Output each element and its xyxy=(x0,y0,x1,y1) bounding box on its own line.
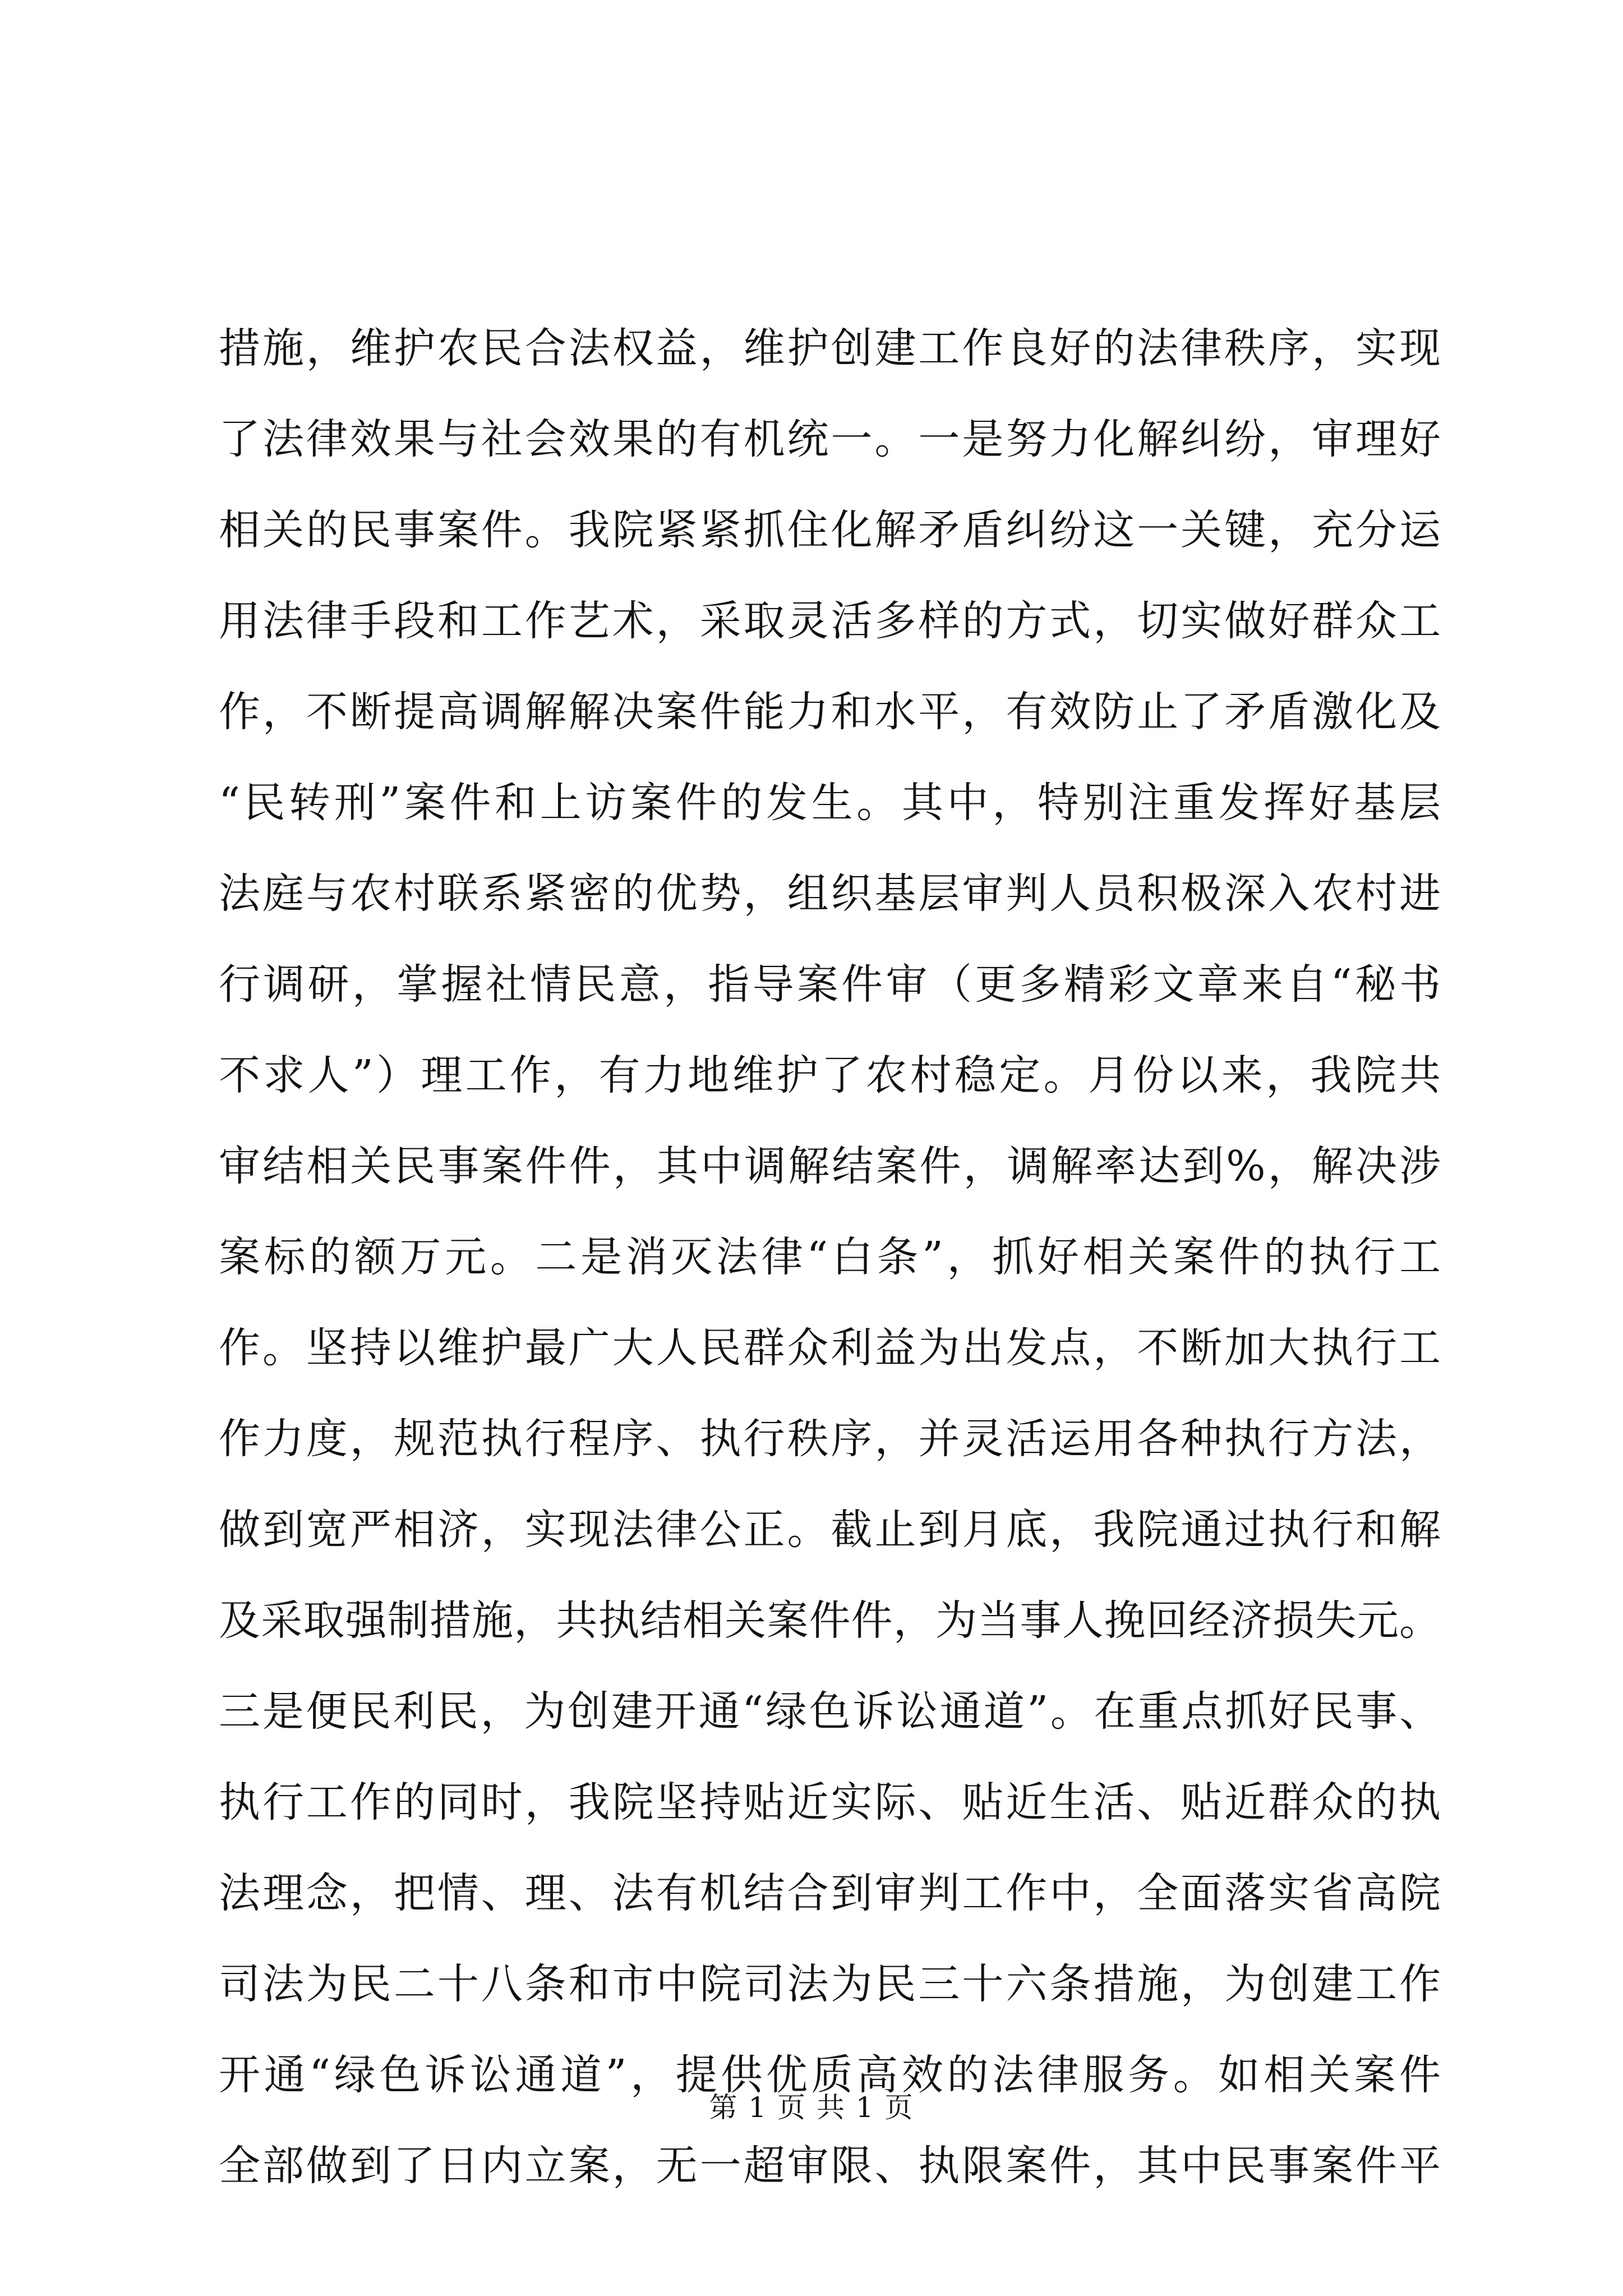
text-line: “民转刑”案件和上访案件的发生。其中，特别注重发挥好基层 xyxy=(219,779,1441,827)
text-line: 用法律手段和工作艺术，采取灵活多样的方式，切实做好群众工 xyxy=(219,597,1441,645)
text-line: 法理念，把情、理、法有机结合到审判工作中，全面落实省高院 xyxy=(219,1869,1441,1917)
text-line: 行调研，掌握社情民意，指导案件审（更多精彩文章来自“秘书 xyxy=(219,960,1441,1009)
body-text xyxy=(219,303,1441,2211)
text-line: 作。坚持以维护最广大人民群众利益为出发点，不断加大执行工 xyxy=(219,1324,1441,1372)
text-line: 相关的民事案件。我院紧紧抓住化解矛盾纠纷这一关键，充分运 xyxy=(219,506,1441,554)
text-line: 作，不断提高调解解决案件能力和水平，有效防止了矛盾激化及 xyxy=(219,688,1441,736)
text-line: 司法为民二十八条和市中院司法为民三十六条措施，为创建工作 xyxy=(219,1960,1441,2008)
text-line: 执行工作的同时，我院坚持贴近实际、贴近生活、贴近群众的执 xyxy=(219,1778,1441,1826)
text-line: 法庭与农村联系紧密的优势，组织基层审判人员积极深入农村进 xyxy=(219,869,1441,918)
text-line: 案标的额万元。二是消灭法律“白条”，抓好相关案件的执行工 xyxy=(219,1233,1441,1281)
text-line: 全部做到了日内立案，无一超审限、执限案件，其中民事案件平 xyxy=(219,2142,1441,2190)
text-line: 了法律效果与社会效果的有机统一。一是努力化解纠纷，审理好 xyxy=(219,415,1441,463)
text-line: 审结相关民事案件件，其中调解结案件，调解率达到%，解决涉 xyxy=(219,1142,1441,1190)
text-line: 三是便民利民，为创建开通“绿色诉讼通道”。在重点抓好民事、 xyxy=(219,1687,1441,1736)
text-line: 不求人”）理工作，有力地维护了农村稳定。月份以来，我院共 xyxy=(219,1051,1441,1099)
text-line: 开通“绿色诉讼通道”，提供优质高效的法律服务。如相关案件 xyxy=(219,2051,1441,2099)
text-line: 措施，维护农民合法权益，维护创建工作良好的法律秩序，实现 xyxy=(219,324,1441,372)
text-line: 作力度，规范执行程序、执行秩序，并灵活运用各种执行方法， xyxy=(219,1415,1441,1463)
text-line: 做到宽严相济，实现法律公正。截止到月底，我院通过执行和解 xyxy=(219,1506,1441,1554)
page-footer: 第 1 页 共 1 页 xyxy=(709,2091,914,2124)
text-line: 及采取强制措施，共执结相关案件件，为当事人挽回经济损失元。 xyxy=(219,1596,1441,1645)
